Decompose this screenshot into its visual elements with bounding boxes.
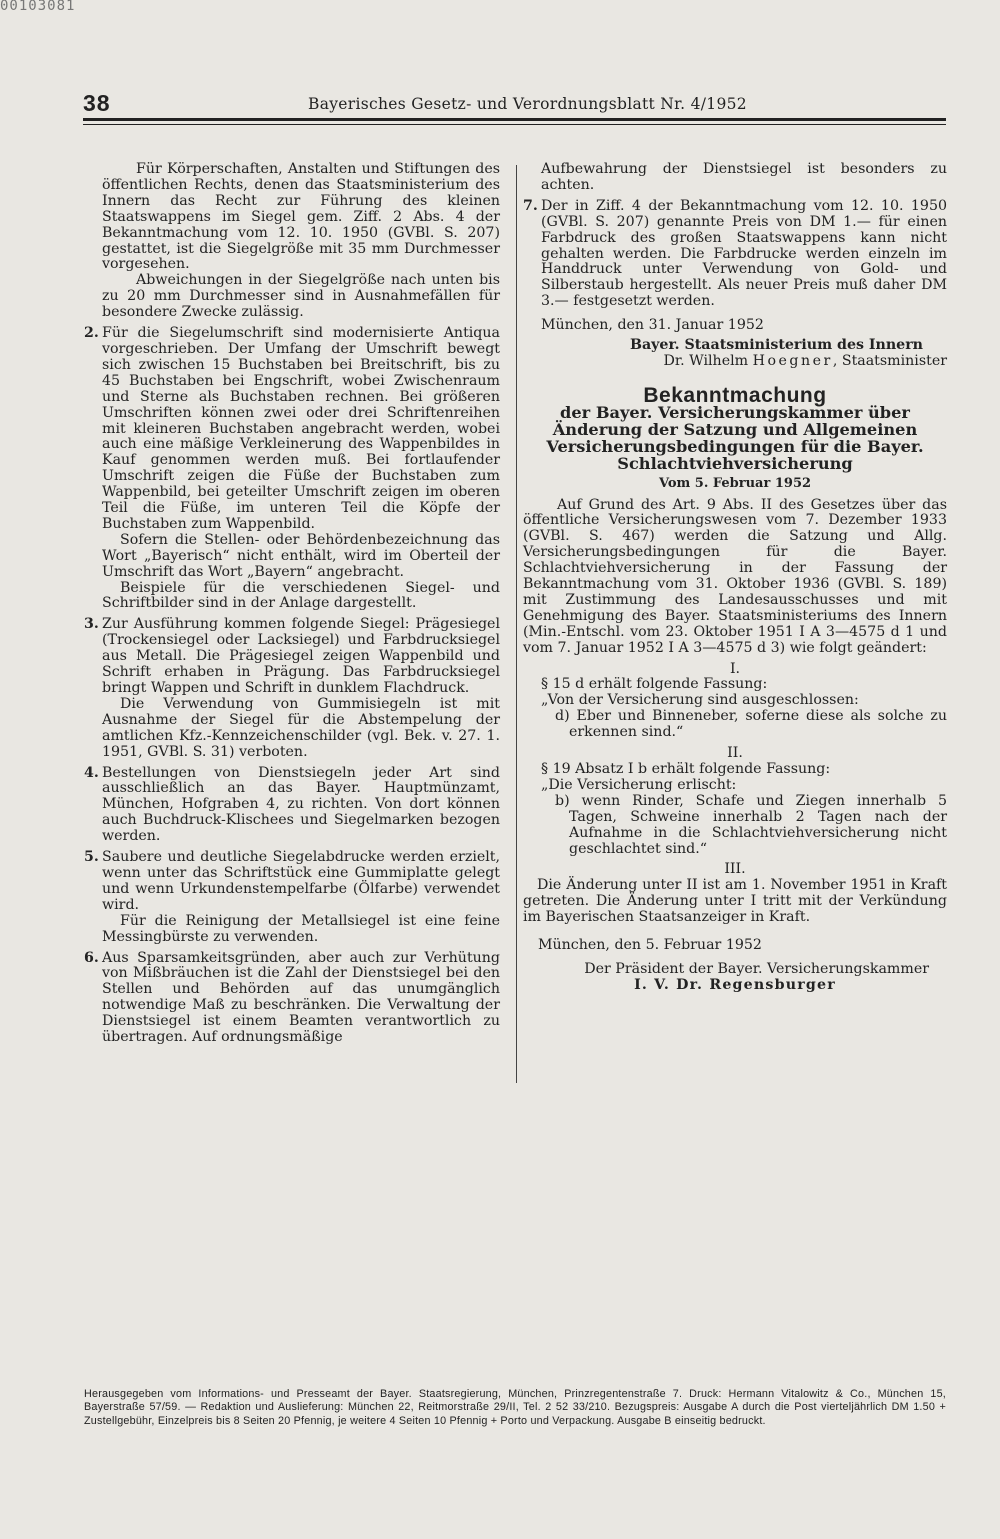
section-heading: I.	[729, 660, 741, 677]
item-number: 6.	[84, 949, 99, 966]
list-item	[84, 951, 500, 1046]
paragraph: „Von der Versicherung sind ausgeschlossen:	[541, 692, 859, 709]
paragraph: Abweichungen in der Siegelgröße nach unten bis zu 20 mm Durchmesser sind in Ausnahmefällen für besondere Zwecke zulässig.	[102, 272, 500, 321]
imprint-footer	[84, 1388, 946, 1428]
signatory-title: Der Präsident der Bayer. Versicherungskammer	[584, 960, 929, 977]
issuing-authority: Bayer. Staatsministerium des Innern	[630, 337, 923, 354]
header-rule-thin	[83, 124, 946, 125]
paragraph: Sofern die Stellen- oder Behördenbezeichnung das Wort „Bayerisch“ nicht enthält, wird im Oberteil der Umschrift das Wort „Bayern“ angebracht.	[102, 531, 500, 580]
signer-prefix: Dr. Wilhelm	[663, 352, 749, 369]
imprint-text: Herausgegeben vom Informations- und Presseamt der Bayer. Staatsregierung, München, Prinzregentenstraße 7. Druck: Hermann Vitalowitz & Co., München 15, Bayerstraße 57/59. — Redaktion und Auslieferung: München 22, Reitmorstraße 29/II, Tel. 2 52 33/210. Bezugspreis: Ausgabe A durch die Post vierteljährlich DM 1.50 + Zustellgebühr, Einzelpreis bis 8 Seiten 20 Pfennig, je weitere 4 Seiten 10 Pfennig + Porto und Verpackung. Ausgabe B einseitig bedruckt.	[84, 1388, 946, 1427]
notice-title: Bekanntmachung	[643, 383, 827, 407]
notice-date: Vom 5. Februar 1952	[658, 475, 812, 491]
paragraph: Die Änderung unter II ist am 1. November 1951 in Kraft getreten. Die Änderung unter I tritt mit der Verkündung im Bayerischen Staatsanzeiger in Kraft.	[523, 877, 947, 926]
item-number: 3.	[84, 616, 99, 633]
list-item	[84, 326, 500, 612]
list-item	[84, 850, 500, 945]
paragraph: Der in Ziff. 4 der Bekanntmachung vom 12. 10. 1950 (GVBl. S. 207) genannte Preis von DM 1.— für einen Farbdruck des großen Staatswappens kann nicht gehalten werden. Die Farbdrucke werden einzeln im Handdruck unter Verwendung von Gold- und Silberstaub hergestellt. Als neuer Preis muß daher DM 3.— festgesetzt werden.	[541, 197, 947, 310]
page-number: 38	[83, 90, 111, 116]
signer-name: Hoegner	[752, 352, 833, 369]
notice-subtitle: der Bayer. Versicherungskammer über Änderung der Satzung und Allgemeinen Versicherungsbedingungen für die Bayer. Schlachtviehversicherung	[546, 402, 924, 474]
header-rule	[83, 118, 946, 121]
paragraph: Auf Grund des Art. 9 Abs. II des Gesetzes über das öffentliche Versicherungswesen vom 7. Dezember 1933 (GVBl. S. 467) werden die Satzung und Allg. Versicherungsbedingungen für die Bayer. Schlachtviehversicherung in der Fassung der Bekanntmachung vom 31. Oktober 1936 (GVBl. S. 189) mit Zustimmung des Landesausschusses und mit Genehmigung des Bayer. Staatsministeriums des Innern (Min.-Entschl. vom 23. Oktober 1951 I A 3—4575 d 1 und vom 7. Januar 1952 I A 3—4575 d 3) wie folgt geändert:	[523, 496, 947, 656]
paragraph: Bestellungen von Dienstsiegeln jeder Art sind ausschließlich an das Bayer. Hauptmünzamt, München, Hofgraben 4, zu richten. Von dort können auch Buchdruck-Klischees und Siegelmarken bezogen werden.	[102, 764, 500, 845]
page-header	[83, 90, 946, 120]
list-item	[523, 199, 947, 310]
paragraph: Für Körperschaften, Anstalten und Stiftungen des öffentlichen Rechts, denen das Staatsministerium des Innern das Recht zur Führung des kleinen Staatswappens im Siegel gem. Ziff. 2 Abs. 4 der Bekanntmachung vom 12. 10. 1950 (GVBl. S. 207) gestattet, ist die Siegelgröße mit 35 mm Durchmesser vorgesehen.	[102, 161, 500, 273]
signatory	[523, 354, 947, 370]
paragraph: § 19 Absatz I b erhält folgende Fassung:	[541, 761, 831, 777]
paragraph: § 15 d erhält folgende Fassung:	[541, 676, 768, 693]
item-number: 2.	[84, 325, 99, 342]
list-item	[84, 766, 500, 846]
signer-name: I. V. Dr. Regensburger	[634, 976, 836, 993]
paragraph: Saubere und deutliche Siegelabdrucke werden erzielt, wenn unter das Schriftstück eine Gummiplatte gelegt und wenn Urkundenstempelfarbe (Ölfarbe) verwendet wird.	[102, 849, 500, 913]
paragraph: Aus Sparsamkeitsgründen, aber auch zur Verhütung von Mißbräuchen ist die Zahl der Dienstsiegel bei den Stellen und Behörden auf das unumgänglich notwendige Maß zu beschränken. Die Verwaltung der Dienstsiegel ist einem Beamten verantwortlich zu übertragen. Auf ordnungsmäßige	[102, 949, 500, 1046]
signature-date: München, den 31. Januar 1952	[541, 317, 764, 334]
signature-date: München, den 5. Februar 1952	[538, 937, 762, 954]
item-number: 7.	[523, 197, 538, 214]
paragraph: Aufbewahrung der Dienstsiegel ist besonders zu achten.	[541, 161, 947, 193]
list-item	[84, 617, 500, 760]
paragraph: Zur Ausführung kommen folgende Siegel: Prägesiegel (Trockensiegel oder Lacksiegel) und Farbdrucksiegel aus Metall. Die Prägesiegel zeigen Wappenbild und Schrift erhaben in Prägung. Das Farbdrucksiegel bringt Wappen und Schrift in dunklem Flachdruck.	[102, 616, 500, 696]
paragraph: Für die Siegelumschrift sind modernisierte Antiqua vorgeschrieben. Der Umfang der Umschrift bewegt sich zwischen 15 Buchstaben bei Breitschrift, bis zu 45 Buchstaben bei Engschrift, wobei Zwischenraum und Sterne als Buchstaben rechnen. Bei größeren Umschriften können zwei oder drei Schriftenreihen mit kleineren Buchstaben angebracht werden, wobei auch eine mäßige Verkleinerung des Wappenbildes in Kauf genommen werden muß. Bei fortlaufender Umschrift zeigen die Füße der Buchstaben zum Wappenbild, bei geteilter Umschrift zeigen im oberen Teil die Füße, im unteren Teil die Köpfe der Buchstaben zum Wappenbild.	[102, 325, 500, 532]
archive-stamp: 00103081	[0, 0, 76, 14]
paragraph: Für die Reinigung der Metallsiegel ist eine feine Messingbürste zu verwenden.	[102, 912, 500, 945]
paragraph: d) Eber und Binneneber, soferne diese als solche zu erkennen sind.“	[555, 708, 947, 741]
column-divider	[516, 165, 517, 1083]
item-number: 4.	[84, 764, 99, 781]
item-number: 5.	[84, 849, 99, 866]
paragraph: b) wenn Rinder, Schafe und Ziegen innerhalb 5 Tagen, Schweine innerhalb 2 Tagen nach der Aufnahme in die Schlachtviehversicherung nicht geschlachtet sind.“	[555, 792, 947, 857]
section-heading: II.	[727, 745, 743, 762]
right-column	[523, 162, 947, 994]
running-title: Bayerisches Gesetz- und Verordnungsblatt Nr. 4/1952	[308, 95, 747, 113]
signer-title: , Staatsminister	[832, 352, 947, 369]
paragraph: Die Verwendung von Gummisiegeln ist mit Ausnahme der Siegel für die Abstempelung der amtlichen Kfz.-Kennzeichenschilder (vgl. Bek. v. 27. 1. 1951, GVBl. S. 31) verboten.	[102, 695, 500, 760]
paragraph: „Die Versicherung erlischt:	[541, 776, 737, 793]
paragraph: Beispiele für die verschiedenen Siegel- und Schriftbilder sind in der Anlage dargestellt.	[102, 579, 500, 612]
left-column	[84, 162, 500, 1046]
section-heading: III.	[724, 861, 746, 878]
